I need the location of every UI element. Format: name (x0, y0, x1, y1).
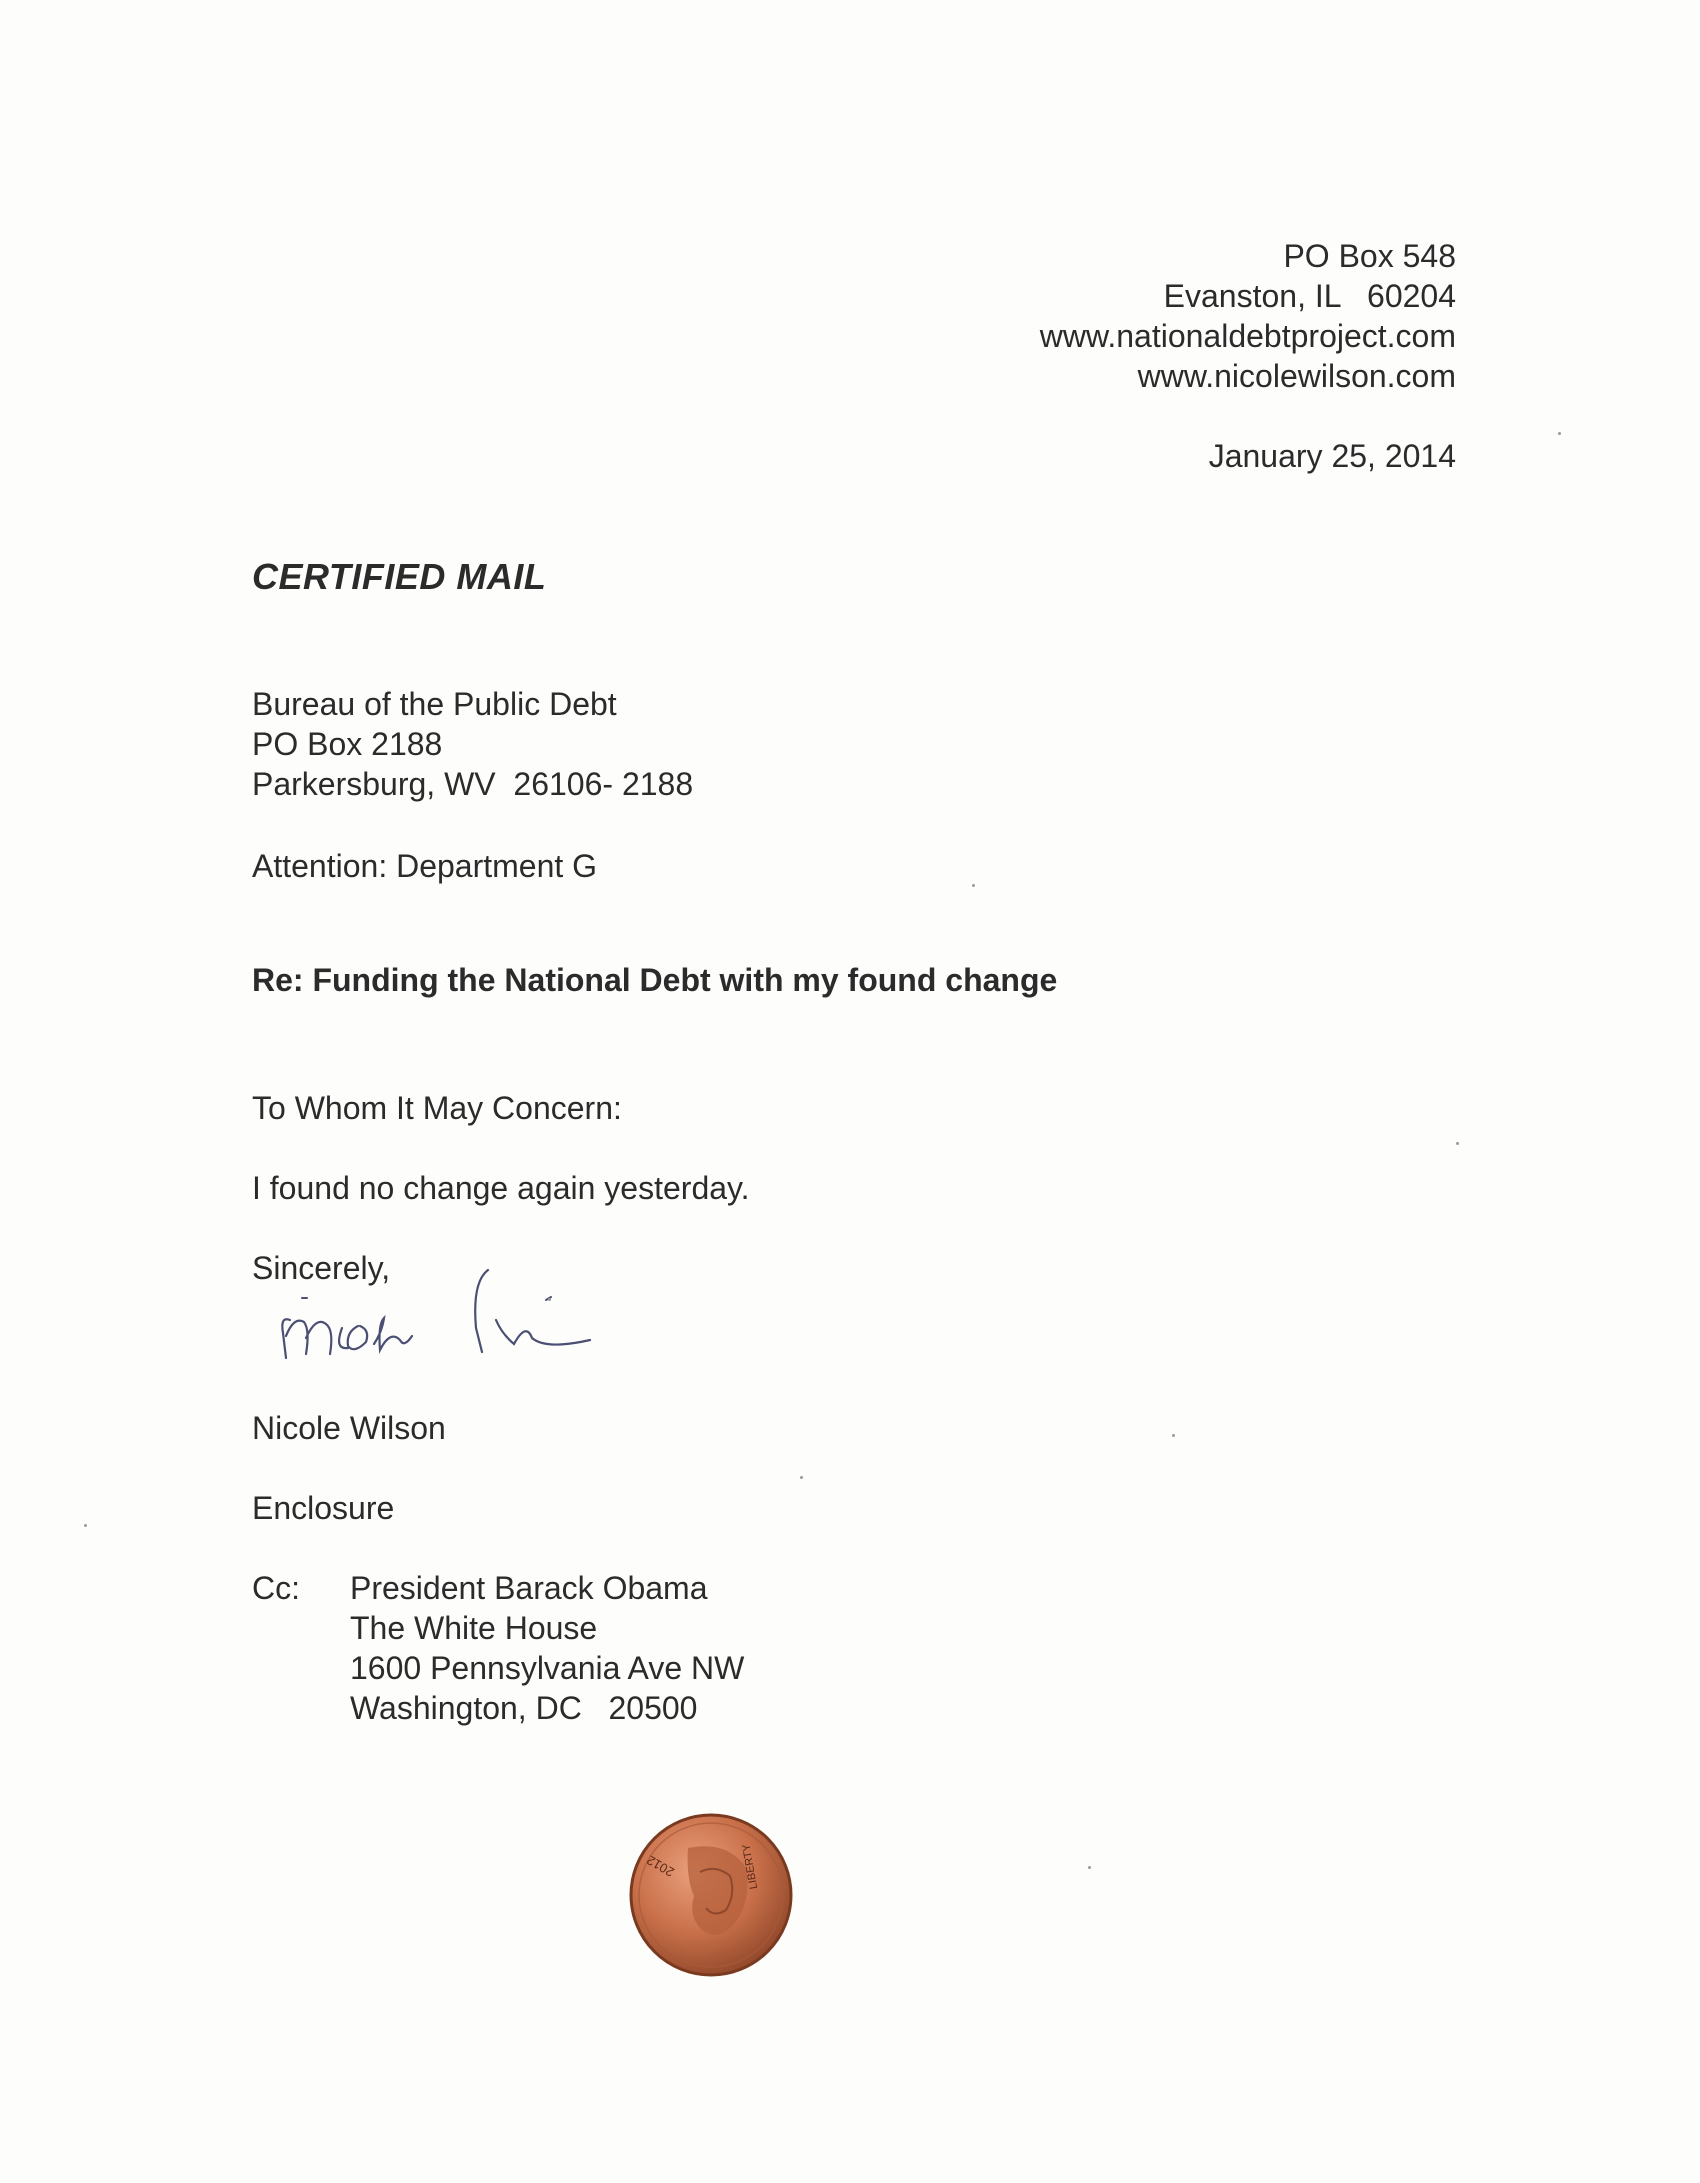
subject-line: Re: Funding the National Debt with my found change (252, 962, 1058, 998)
recipient-address-line: PO Box 2188 (252, 726, 443, 762)
certified-mail-heading: CERTIFIED MAIL (252, 556, 547, 597)
sender-address-line: PO Box 548 (1283, 238, 1456, 274)
sender-address-line: www.nationaldebtproject.com (1039, 318, 1456, 354)
recipient-address-line: Parkersburg, WV 26106- 2188 (252, 766, 694, 802)
scan-speck (972, 884, 975, 887)
cc-address-line: 1600 Pennsylvania Ave NW (350, 1650, 745, 1686)
scan-speck (1558, 432, 1561, 435)
scan-speck (84, 1524, 87, 1527)
scan-speck (1088, 1866, 1091, 1869)
coin-motto: LIBERTY (740, 1843, 761, 1891)
closing: Sincerely, (252, 1250, 391, 1286)
letter-date: January 25, 2014 (1208, 438, 1456, 474)
sender-address-line: www.nicolewilson.com (1137, 358, 1456, 394)
attention-line: Attention: Department G (252, 848, 598, 884)
enclosure-note: Enclosure (252, 1490, 395, 1526)
scan-speck (548, 1298, 551, 1301)
cc-recipient (350, 1568, 744, 1728)
cc-label: Cc: (252, 1570, 300, 1606)
cc-address-line: Washington, DC 20500 (350, 1690, 698, 1726)
recipient-address (252, 684, 693, 804)
sender-address (1040, 236, 1456, 396)
signer-name: Nicole Wilson (252, 1410, 446, 1446)
cc-address-line: President Barack Obama (350, 1570, 708, 1606)
coin-year: 2012 (644, 1852, 677, 1880)
scan-speck (1172, 1434, 1175, 1437)
scan-speck (1456, 1142, 1459, 1145)
salutation: To Whom It May Concern: (252, 1090, 622, 1126)
signature-image (250, 1258, 650, 1368)
body-text: I found no change again yesterday. (252, 1170, 750, 1206)
penny-coin-image (628, 1812, 794, 1978)
recipient-address-line: Bureau of the Public Debt (252, 686, 617, 722)
scan-speck (800, 1476, 803, 1479)
sender-address-line: Evanston, IL 60204 (1163, 278, 1456, 314)
cc-address-line: The White House (350, 1610, 598, 1646)
